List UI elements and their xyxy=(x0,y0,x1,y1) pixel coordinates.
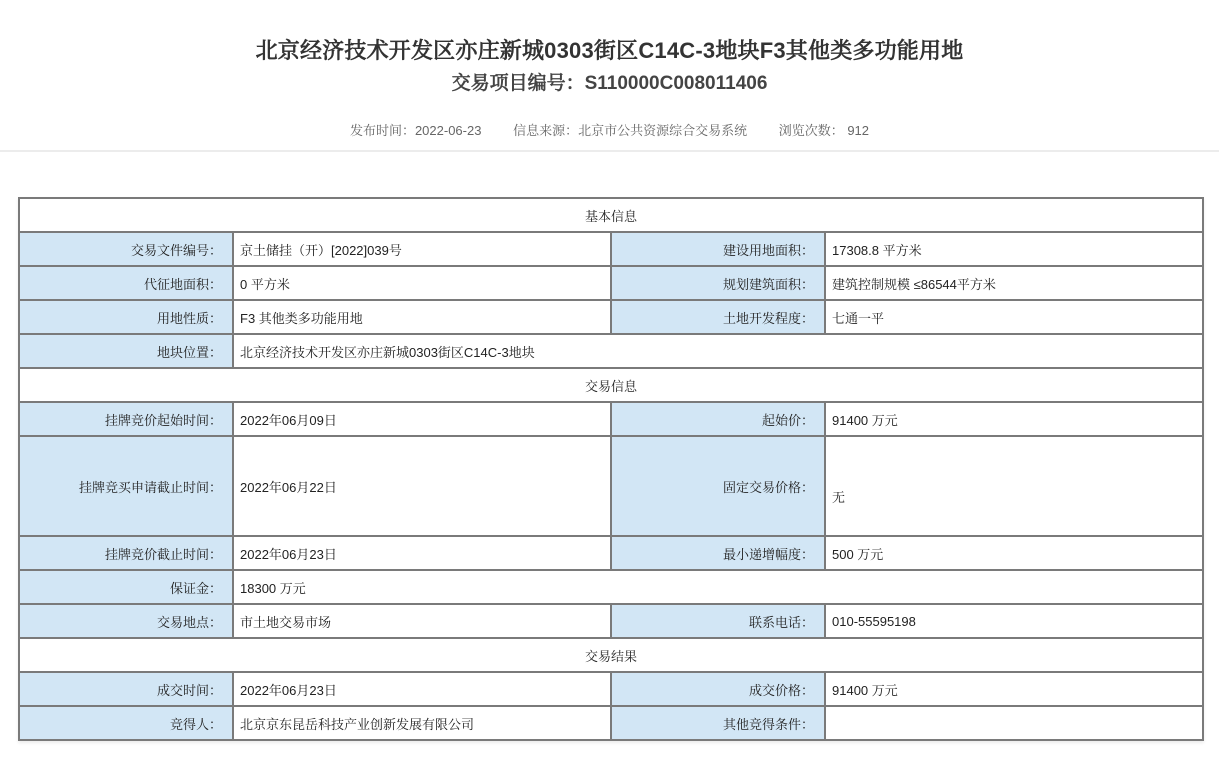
other-conditions-label: 其他竞得条件： xyxy=(611,706,825,740)
land-area-value: 17308.8 平方米 xyxy=(825,232,1203,266)
start-price-label: 起始价： xyxy=(611,402,825,436)
publish-time: 发布时间：2022-06-23 xyxy=(349,123,482,138)
table-row xyxy=(19,706,1203,740)
requisition-area-value: 0 平方米 xyxy=(233,266,611,300)
fixed-price-label: 固定交易价格： xyxy=(611,436,825,536)
land-area-label: 建设用地面积： xyxy=(611,232,825,266)
table-row xyxy=(19,300,1203,334)
table-row xyxy=(19,232,1203,266)
development-level-value: 七通一平 xyxy=(825,300,1203,334)
land-use-value: F3 其他类多功能用地 xyxy=(233,300,611,334)
table-row xyxy=(19,570,1203,604)
table-row xyxy=(19,536,1203,570)
section-trade-info: 交易信息 xyxy=(19,368,1203,402)
bid-start-value: 2022年06月09日 xyxy=(233,402,611,436)
section-trade-result: 交易结果 xyxy=(19,638,1203,672)
planned-area-value: 建筑控制规模 ≤86544平方米 xyxy=(825,266,1203,300)
deposit-value: 18300 万元 xyxy=(233,570,1203,604)
project-number: 交易项目编号：S110000C008011406 xyxy=(451,73,768,94)
winner-value: 北京京东昆岳科技产业创新发展有限公司 xyxy=(233,706,611,740)
deposit-label: 保证金： xyxy=(19,570,233,604)
transaction-info-table xyxy=(18,197,1204,741)
table-row xyxy=(19,402,1203,436)
deal-price-value: 91400 万元 xyxy=(825,672,1203,706)
table-row xyxy=(19,334,1203,368)
bid-end-label: 挂牌竞价截止时间： xyxy=(19,536,233,570)
table-row xyxy=(19,672,1203,706)
section-basic-info: 基本信息 xyxy=(19,198,1203,232)
deal-time-label: 成交时间： xyxy=(19,672,233,706)
fixed-price-value: 无 xyxy=(825,436,1203,536)
apply-end-value: 2022年06月22日 xyxy=(233,436,611,536)
table-row xyxy=(19,266,1203,300)
land-use-label: 用地性质： xyxy=(19,300,233,334)
meta-info xyxy=(0,120,1219,139)
view-count: 浏览次数： 912 xyxy=(778,123,870,138)
apply-end-label: 挂牌竞买申请截止时间： xyxy=(19,436,233,536)
winner-label: 竞得人： xyxy=(19,706,233,740)
increment-label: 最小递增幅度： xyxy=(611,536,825,570)
deal-time-value: 2022年06月23日 xyxy=(233,672,611,706)
deal-price-label: 成交价格： xyxy=(611,672,825,706)
section-row xyxy=(19,198,1203,232)
development-level-label: 土地开发程度： xyxy=(611,300,825,334)
info-source: 信息来源：北京市公共资源综合交易系统 xyxy=(513,123,748,138)
location-label: 地块位置： xyxy=(19,334,233,368)
planned-area-label: 规划建筑面积： xyxy=(611,266,825,300)
increment-value: 500 万元 xyxy=(825,536,1203,570)
page-header xyxy=(0,0,1219,152)
bid-start-label: 挂牌竞价起始时间： xyxy=(19,402,233,436)
phone-value: 010-55595198 xyxy=(825,604,1203,638)
trade-place-label: 交易地点： xyxy=(19,604,233,638)
file-no-label: 交易文件编号： xyxy=(19,232,233,266)
phone-label: 联系电话： xyxy=(611,604,825,638)
bid-end-value: 2022年06月23日 xyxy=(233,536,611,570)
location-value: 北京经济技术开发区亦庄新城0303街区C14C-3地块 xyxy=(233,334,1203,368)
requisition-area-label: 代征地面积： xyxy=(19,266,233,300)
start-price-value: 91400 万元 xyxy=(825,402,1203,436)
section-row xyxy=(19,638,1203,672)
page-title: 北京经济技术开发区亦庄新城0303街区C14C-3地块F3其他类多功能用地 xyxy=(255,38,964,63)
table-row xyxy=(19,436,1203,536)
file-no-value: 京土储挂（开）[2022]039号 xyxy=(233,232,611,266)
table-row xyxy=(19,604,1203,638)
other-conditions-value xyxy=(825,706,1203,740)
trade-place-value: 市土地交易市场 xyxy=(233,604,611,638)
section-row xyxy=(19,368,1203,402)
